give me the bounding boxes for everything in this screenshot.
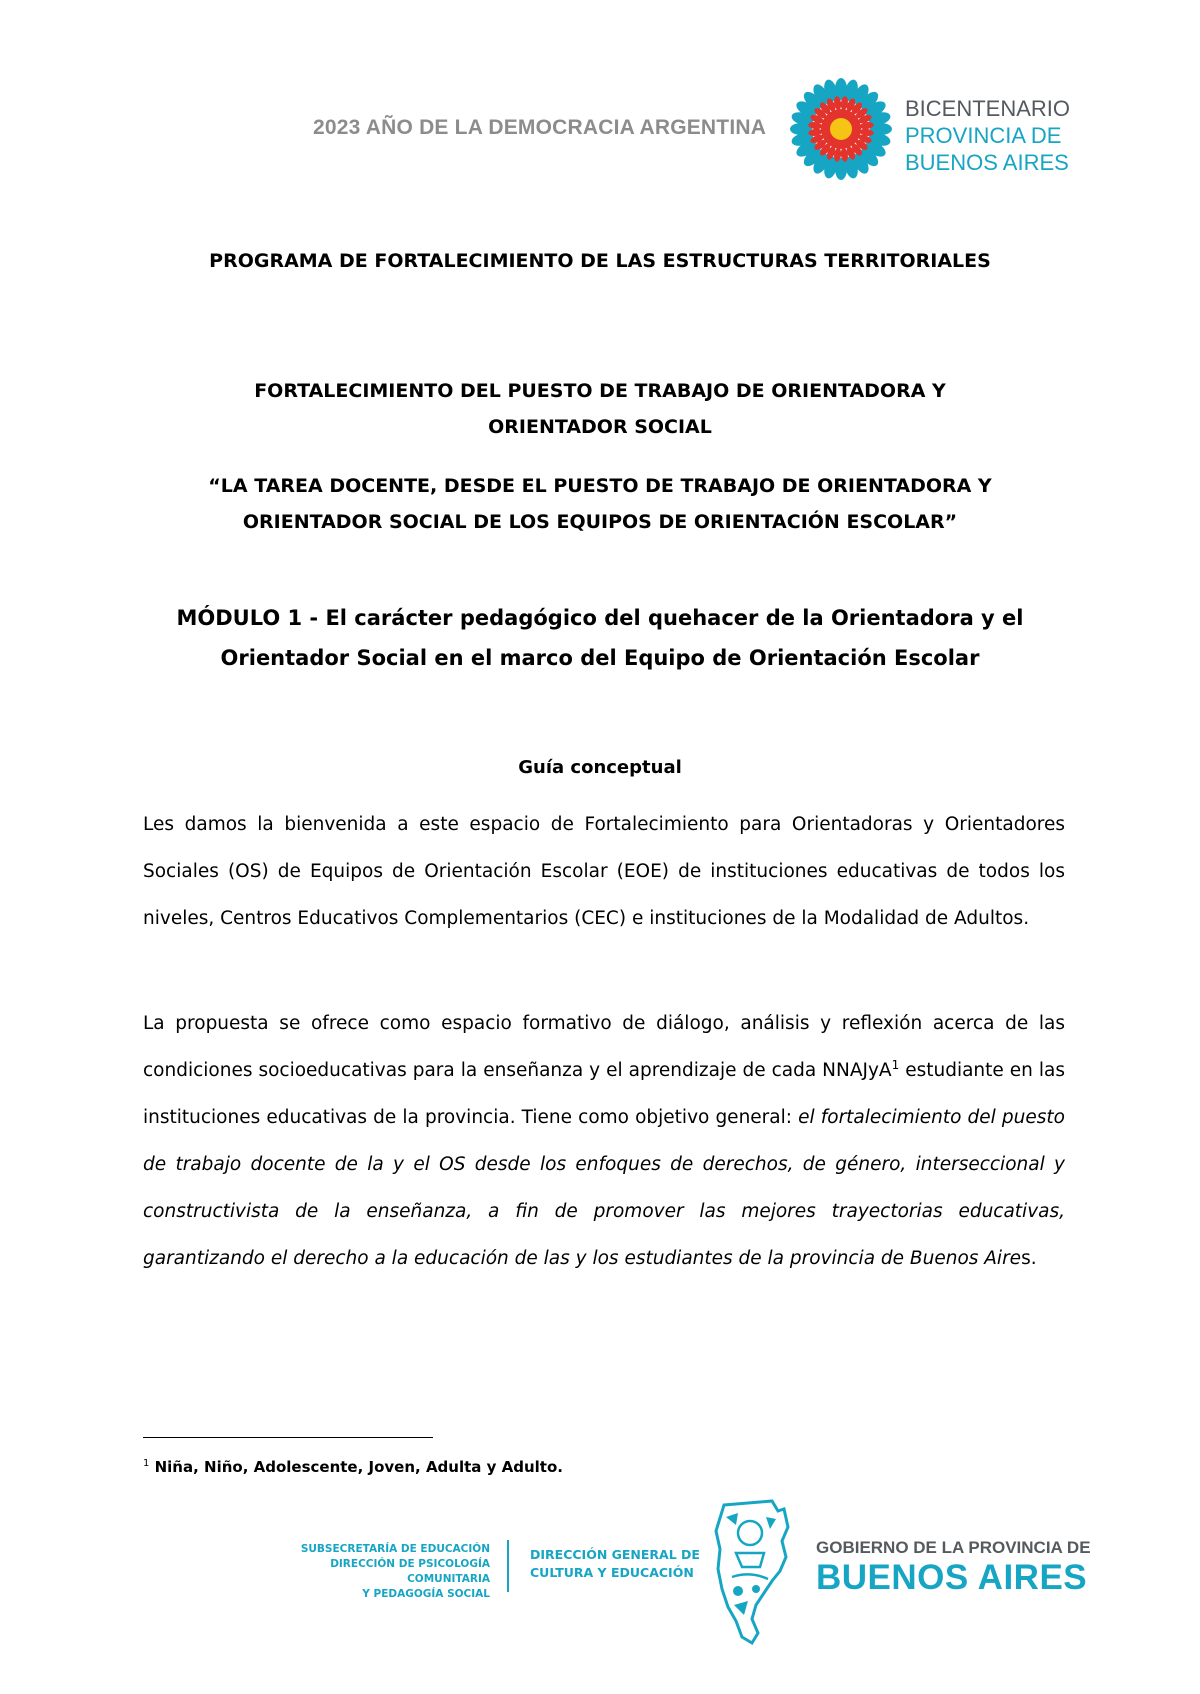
quote-title — [120, 468, 1080, 540]
province-map-icon — [712, 1497, 792, 1647]
footnote — [143, 1458, 563, 1476]
quote-title-line2: ORIENTADOR SOCIAL DE LOS EQUIPOS DE ORIENTACIÓN ESCOLAR” — [242, 511, 958, 533]
intro-paragraph: Les damos la bienvenida a este espacio de Fortalecimiento para Orientadoras y Orientadores Sociales (OS) de Equipos de Orientación Escolar (EOE) de instituciones educativas de todos los niveles, Centros Educativos Complementarios (CEC) e instituciones de la Modalidad de Adultos. — [143, 814, 1065, 929]
quote-title-line1: “LA TAREA DOCENTE, DESDE EL PUESTO DE TRABAJO DE ORIENTADORA Y — [208, 475, 992, 497]
fortalecimiento-title — [120, 373, 1080, 445]
modulo-title — [120, 598, 1080, 678]
dgce-line2: CULTURA Y EDUCACIÓN — [530, 1565, 694, 1580]
gobierno-line1: GOBIERNO DE LA PROVINCIA DE — [816, 1538, 1091, 1557]
footnote-number: 1 — [143, 1458, 150, 1469]
subsecretaria-line2: DIRECCIÓN DE PSICOLOGÍA COMUNITARIA — [330, 1558, 490, 1585]
footer-divider — [507, 1540, 509, 1592]
modulo-title-line1: MÓDULO 1 - El carácter pedagógico del quehacer de la Orientadora y el — [176, 606, 1024, 630]
footnote-separator — [143, 1437, 433, 1438]
proposal-text-mid: estudiante en las instituciones educativas de la provincia. Tiene como objetivo general: — [143, 1060, 1065, 1128]
proposal-objective-italic: el fortalecimiento del puesto de trabajo docente de la y el OS desde los enfoques de derechos, de género, interseccional y constructivista de la enseñanza, a fin de promover las mejores trayectorias educativas, garantizando el derecho a la educación de las y los estudiantes de la provincia de Buenos Aire — [143, 1107, 1065, 1269]
gobierno-line2: BUENOS AIRES — [816, 1558, 1088, 1597]
bicentenario-sun-icon — [786, 74, 896, 184]
footnote-reference[interactable]: 1 — [891, 1057, 900, 1072]
dgce-logo-text — [530, 1546, 700, 1582]
bicentenario-line1: BICENTENARIO — [905, 96, 1071, 121]
modulo-title-line2: Orientador Social en el marco del Equipo de Orientación Escolar — [220, 646, 980, 670]
proposal-text-end: s. — [1021, 1248, 1037, 1269]
bicentenario-logo-text — [905, 95, 1070, 176]
footnote-text: Niña, Niño, Adolescente, Joven, Adulta y Adulto. — [149, 1458, 563, 1476]
proposal-paragraph — [143, 1000, 1065, 1282]
fortalecimiento-title-line1: FORTALECIMIENTO DEL PUESTO DE TRABAJO DE ORIENTADORA Y — [254, 380, 946, 402]
program-title: PROGRAMA DE FORTALECIMIENTO DE LAS ESTRUCTURAS TERRITORIALES — [209, 250, 991, 272]
bicentenario-line3: BUENOS AIRES — [905, 150, 1069, 175]
proposal-text-start: La propuesta se ofrece como espacio formativo de diálogo, análisis y reflexión acerca de las condiciones socioeducativas para la enseñanza y el aprendizaje de cada NNAJyA — [143, 1013, 1065, 1081]
dgce-line1: DIRECCIÓN GENERAL DE — [530, 1547, 700, 1562]
guia-heading: Guía conceptual — [518, 757, 682, 778]
subsecretaria-line1: SUBSECRETARÍA DE EDUCACIÓN — [300, 1543, 490, 1555]
gobierno-logo-text — [816, 1538, 1091, 1598]
bicentenario-line2: PROVINCIA DE — [905, 123, 1062, 148]
header-year-text: 2023 AÑO DE LA DEMOCRACIA ARGENTINA — [313, 116, 767, 139]
fortalecimiento-title-line2: ORIENTADOR SOCIAL — [488, 416, 712, 438]
subsecretaria-line3: Y PEDAGOGÍA SOCIAL — [362, 1588, 490, 1600]
subsecretaria-logo-text — [250, 1542, 490, 1602]
